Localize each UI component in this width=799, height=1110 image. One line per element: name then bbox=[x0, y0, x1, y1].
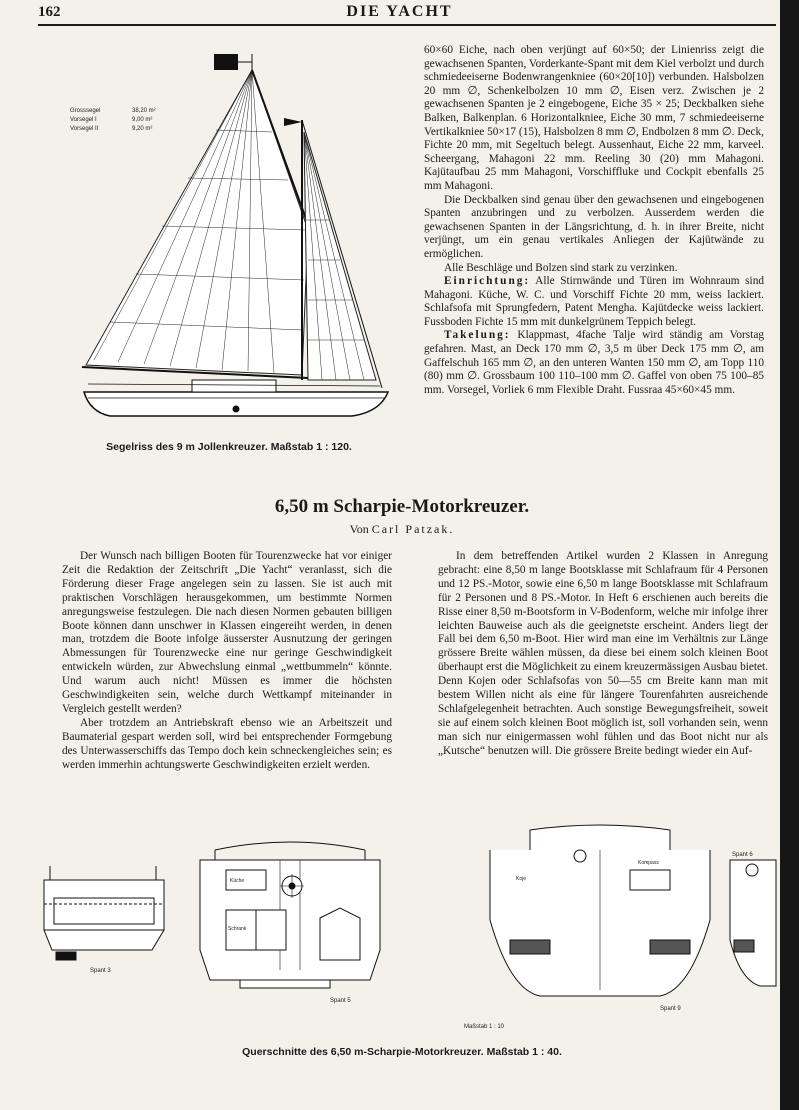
article-column-right bbox=[438, 550, 768, 759]
section-spant-5 bbox=[200, 842, 380, 1004]
label-kueche: Küche bbox=[230, 878, 245, 884]
label-koje: Koje bbox=[516, 876, 527, 882]
spec-paragraph-1: 60×60 Eiche, nach oben verjüngt auf 60×50; der Linienriss zeigt die gewachsenen Spanten, Vorderkante-Spant mit dem Kiel verbolzt und durch schmiedeeiserne Bodenwrangenkniee (60×20[10]) verbunden. Halsbolzen 20 mm ∅, Schenkelbolzen 10 mm ∅, Eisen verz. Zwischen je 2 gewachsenen Spanten je 2 eingebogene, Eiche 35 × 25; Deckbalken siehe Balken, Balkenplan. 6 Horizontalkniee, Eiche 30 mm, 7 schmiedeeiserne Vertikalkniee 50×17 (15), Halsbolzen 8 mm ∅, Endbolzen 8 mm ∅. Deck, Fichte 20 mm, mit Segeltuch belegt. Aussenhaut, Eiche 22 mm, karveel. Scheergang, Mahagoni 22 mm. Reeling 30 (20) mm Mahagoni. Kajütaufbau 25 mm Mahagoni, Vorschiffluke und Cockpit ebenfalls 25 mm Mahagoni. bbox=[424, 44, 764, 192]
legend-label-1: Grosssegel bbox=[70, 108, 101, 114]
sail-plan-figure bbox=[40, 40, 418, 440]
spec-paragraph-2: Die Deckbalken sind genau über den gewachsenen und eingebogenen Spanten anzubringen und zu verbolzen. Ausserdem werden die gewachsenen Spanten in der Längsrichtung, d. h. in ihrer Breite, nicht verjüngt, um ein genau vertikales Anliegen der Kajütwände zu ermöglichen. bbox=[424, 193, 764, 260]
article-title: 6,50 m Scharpie-Motorkreuzer. bbox=[274, 496, 530, 517]
section-spant-6 bbox=[730, 852, 776, 986]
sail-figure-caption: Segelriss des 9 m Jollenkreuzer. Maßstab 1 : 120. bbox=[106, 441, 352, 453]
article-column-left bbox=[62, 550, 392, 773]
einrichtung-text: Alle Stirnwände und Türen im Wohnraum sind Mahagoni. Küche, W. C. und Vorschiff Fichte 20 mm, weiss lackiert. Schlafsofa mit Sprungfedern, Patent Mengha. Kajütdecke weiss lackiert. Fussboden Fichte 15 mm mit dunkelgrünem Teppich belegt. bbox=[424, 275, 764, 328]
label-spant-3: Spant 3 bbox=[90, 968, 111, 974]
mainsail bbox=[86, 70, 308, 375]
label-kompass: Kompass bbox=[638, 860, 659, 866]
article-paragraph-1: Der Wunsch nach billigen Booten für Tourenzwecke hat vor einiger Zeit die Redaktion der Zeitschrift „Die Yacht“ veranlasst, sich die Förderung dieser Frage angelegen sein zu lassen. Sie ist auch mit praktischen Vorschlägen herausgekommen, um bestimmte Normen anregungsweise festzulegen. Die nach diesen Normen gebauten billigen Boote können dann unschwer in Klassen eingereiht werden, in denen man, trotzdem die Boote infolge äusserster Ausnutzung der geringen Abmessungen für Tourenzwecke eine nur geringe Geschwindigkeit entwickeln würden, zur Abwechslung einmal „wettbummeln“ könnte. Und warum auch nicht! Müssen es immer die höchsten Geschwindigkeiten sein, welche durch Wettkampf miteinander in Vergleich gestellt werden? bbox=[62, 550, 392, 715]
byline bbox=[40, 522, 764, 537]
takelung-text: Klappmast, 4fache Talje wird ständig am Vorstag gefahren. Mast, an Deck 170 mm ∅, 3,5 m über Deck 175 mm ∅, am Gaffelschuh 165 mm ∅, an den unteren Wanten 150 mm ∅, am Topp 110 (80) mm ∅. Grossbaum 100 110–100 mm ∅. Gaffel von oben 75 100–85 mm. Vorsegel, Vorliek 6 mm Flexible Draht. Fussraa 45×60×45 mm. bbox=[424, 329, 764, 396]
spec-paragraph-4 bbox=[424, 275, 764, 329]
header-rule bbox=[38, 24, 776, 26]
page-number: 162 bbox=[38, 4, 61, 20]
label-schrank: Schrank bbox=[228, 926, 247, 932]
article-paragraph-2: Aber trotzdem an Antriebskraft ebenso wie an Arbeitszeit und Baumaterial gespart werden soll, wird bei entsprechender Formgebung des Unterwasserschiffs das Tempo doch kein schneckengleiches sein; es werden immerhin achtungswerte Geschwindigkeiten erzielt werden. bbox=[62, 716, 392, 771]
legend-value-3: 9,20 m² bbox=[132, 126, 153, 132]
specification-column bbox=[424, 44, 764, 397]
label-masstab: Maßstab 1 : 10 bbox=[464, 1024, 505, 1030]
section-spant-9 bbox=[464, 825, 710, 1030]
legend-label-3: Vorsegel II bbox=[70, 126, 99, 132]
label-spant-6: Spant 6 bbox=[732, 852, 753, 858]
takelung-heading: Takelung: bbox=[444, 329, 511, 342]
journal-title: DIE YACHT bbox=[346, 3, 453, 20]
author-name: Carl Patzak. bbox=[371, 522, 455, 536]
cross-section-figure bbox=[40, 820, 780, 1060]
legend-value-1: 38,20 m² bbox=[132, 108, 156, 114]
cross-section-caption: Querschnitte des 6,50 m-Scharpie-Motorkreuzer. Maßstab 1 : 40. bbox=[242, 1046, 562, 1058]
article-paragraph-3: In dem betreffenden Artikel wurden 2 Klassen in Anregung gebracht: eine 8,50 m lange Bootsklasse mit Schlafraum für 4 Personen und 12 PS.-Motor, sowie eine 6,50 m lange Bootsklasse mit Schlafraum für 2 Personen und 8 PS.-Motor. In Heft 6 erschienen auch bereits die Risse einer 8,50 m-Bootsform in V-Bodenform, welche mir infolge ihrer leichten Bauweise auch als die geeignetste erscheint. Anders liegt der Fall bei dem 6,50 m-Boot. Hier wird man eine im Verhältnis zur Länge grössere Breite wählen müssen, da diese bei einem solch kleinen Boot überhaupt erst die Möglichkeit zu einem kreuzermässigen Ausbau bietet. Denn Kojen oder Schlafsofas von 50—55 cm Breite kann man mit bestem Willen nicht als eine für längere Tourenfahrten ausreichende Schlafgelegenheit betrachten. Auch sonstige Bewegungsfreiheit, soweit sie auf einem solch kleinen Boot möglich ist, soll vorhanden sein, wenn man sich nur einigermassen wohl fühlen und das Boot nicht nur als „Kutsche“ benutzen will. Die grössere Breite bedingt wieder ein Auf- bbox=[438, 550, 768, 757]
einrichtung-heading: Einrichtung: bbox=[444, 275, 531, 288]
spec-paragraph-3: Alle Beschläge und Bolzen sind stark zu verzinken. bbox=[444, 261, 678, 274]
section-spant-3 bbox=[44, 866, 164, 974]
legend-value-2: 9,00 m² bbox=[132, 117, 153, 123]
label-spant-5: Spant 5 bbox=[330, 998, 351, 1004]
hull bbox=[84, 380, 388, 416]
foresail bbox=[304, 132, 376, 380]
label-spant-9: Spant 9 bbox=[660, 1006, 681, 1012]
spec-paragraph-5 bbox=[424, 329, 764, 397]
legend-label-2: Vorsegel I bbox=[70, 117, 97, 123]
scan-edge bbox=[780, 0, 799, 1110]
byline-prefix: Von bbox=[349, 522, 369, 536]
sail-legend bbox=[70, 108, 156, 132]
